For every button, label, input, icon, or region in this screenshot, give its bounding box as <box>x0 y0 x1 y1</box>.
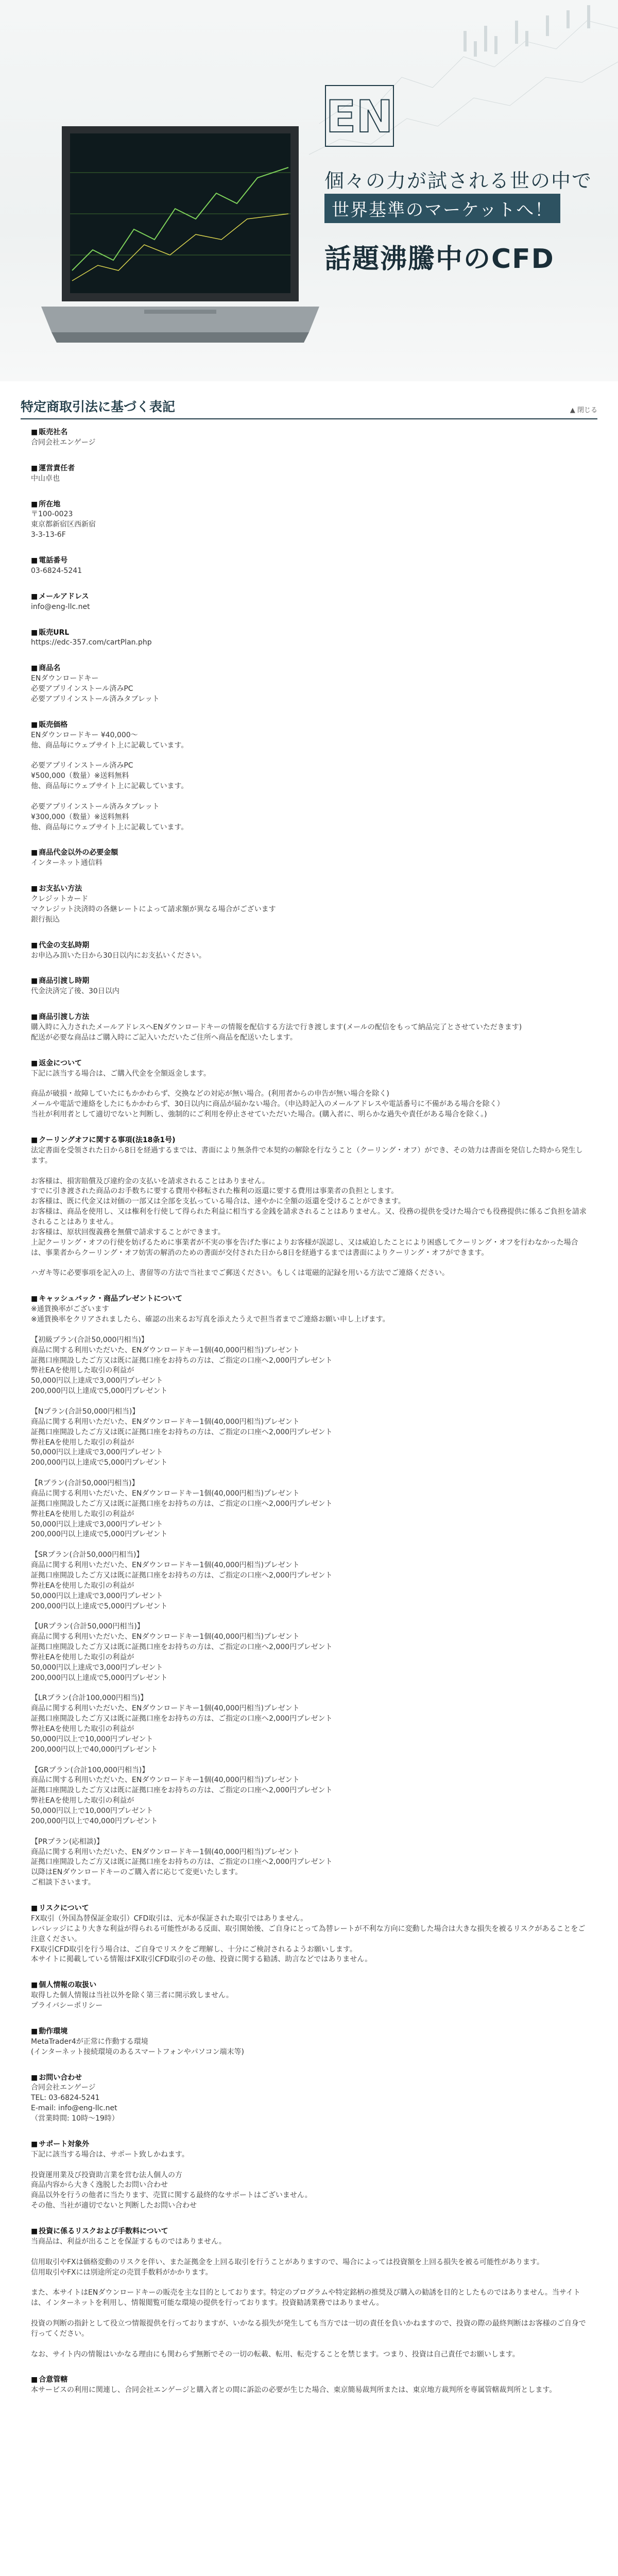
info-heading: ■ 商品名 <box>31 664 587 674</box>
info-heading: ■ 商品引渡し時期 <box>31 976 587 987</box>
info-text: 合同会社エンゲージ TEL: 03-6824-5241 E-mail: info@eng-llc.net （営業時間: 10時〜19時） <box>31 2083 119 2123</box>
info-block <box>31 941 587 961</box>
info-heading: ■ メールアドレス <box>31 592 587 602</box>
info-text: 購入時に入力されたメールアドレスへENダウンロードキーの情報を配信する方法で行き渡します(メールの配信をもって納品完了とさせていただきます) 配送が必要な商品はご購入時にご記入いただいたご住所へ商品を配送いたします。 <box>31 1023 522 1042</box>
info-block <box>31 720 587 833</box>
info-block <box>31 976 587 997</box>
info-text: 法定書面を受領された日から8日を経過するまでは、書面により無条件で本契約の解除を行なうこと（クーリング・オフ）ができ、その効力は書面を発信した時から発生します。 お客様は、損害賠償及び違約金の支払いを請求されることはありません。 すでに引き渡された商品のお手数ちに要する費用や移転された権利の返還に要する費用は事業者の負担とします。 お客様は、既に代金又は対価の一部又は全部を支払っている場合は、速やかに全額の返還を受けることができます。 お客様は、商品を使用し、又は権利を行使して得られた利益に相当する金銭を請求されることはありません。又、役務の提供を受けた場合でも役務提供に係るご負担を請求されることはありません。 お客様は、原状回復義務を無償で請求することができます。 上記クーリング・オフの行使を妨げるために事業者が不実の事を告げた事によりお客様が誤認し、又は威迫したことにより困惑してクーリング・オフを行わなかった場合は、事業者からクーリング・オフ妨害の解消のための書面が交付された日から8日を経過するまでは書面によりクーリング・オフができます。 ハガキ等に必要事項を記入の上、書留等の方法で当社までご郵送ください。もしくは電磁的記録を用いる方法でご連絡ください。 <box>31 1146 587 1278</box>
info-heading: ■ 合意管轄 <box>31 2375 587 2385</box>
info-block <box>31 500 587 541</box>
info-text: FX取引（外国為替保証金取引）CFD取引は、元本が保証された取引ではありません。 レバレッジにより大きな利益が得られる可能性がある反面、取引開始後、ご自身にとって為替レートが不利な方向に変動した場合は大きな損失を被るリスクがあることをご注意ください。 FX取引CFD取引を行う場合は、ご自身でリスクをご理解し、十分にご検討されるようお願いします。 本サイトに掲載している情報はFX取引CFD取引のその他、投資に関する勧誘、助言などではありません。 <box>31 1914 586 1964</box>
info-block <box>31 848 587 869</box>
info-text: 下記に該当する場合は、サポート致しかねます。 投資運用業及び投資助言業を営む法人個人の方 商品内容から大きく逸脱したお問い合わせ 商品以外を行うの他者に当たります、売買に関する最終的なサポートはございません。 その他、当社が適切でないと判断したお問い合わせ <box>31 2150 312 2210</box>
laptop-image <box>41 116 319 368</box>
info-text: 中山卓也 <box>31 474 60 483</box>
info-block <box>31 1059 587 1120</box>
info-heading: ■ 個人情報の取扱い <box>31 1980 587 1991</box>
info-heading: ■ 動作環境 <box>31 2027 587 2037</box>
info-text: ENダウンロードキー 必要アプリインストール済みPC 必要アプリインストール済みタブレット <box>31 674 160 703</box>
info-block <box>31 1136 587 1279</box>
info-text: 〒100-0023 東京都新宿区西新宿 3-3-13-6F <box>31 510 96 539</box>
info-block <box>31 664 587 705</box>
info-block <box>31 628 587 649</box>
info-text: 取得した個人情報は当社以外を除く第三者に開示致しません。 プライバシーポリシー <box>31 1991 233 2010</box>
info-text: 合同会社エンゲージ <box>31 438 96 447</box>
info-text: 代金決済完了後、30日以内 <box>31 987 119 996</box>
info-text: インターネット通信料 <box>31 859 102 868</box>
info-block <box>31 2027 587 2058</box>
info-heading: ■ サポート対象外 <box>31 2140 587 2150</box>
info-heading: ■ 投資に係るリスクおよび手数料について <box>31 2227 587 2237</box>
info-block <box>31 464 587 484</box>
info-block <box>31 1904 587 1965</box>
info-block <box>31 428 587 448</box>
info-block <box>31 556 587 577</box>
info-heading: ■ クーリングオフに関する事項(法18条1号) <box>31 1136 587 1146</box>
info-block <box>31 592 587 613</box>
info-heading: ■ 販売社名 <box>31 428 587 438</box>
info-block <box>31 2073 587 2124</box>
hero-tagline-3: 話題沸騰中のCFD <box>324 244 555 275</box>
info-heading: ■ 返金について <box>31 1059 587 1069</box>
info-heading: ■ 商品代金以外の必要金額 <box>31 848 587 858</box>
hero-tagline-2: 世界基準のマーケットへ！ <box>324 194 560 223</box>
info-text: ENダウンロードキー ¥40,000〜 他、商品毎にウェブサイト上に記載しています。 必要アプリインストール済みPC ¥500,000（数量）※送料無料 他、商品毎にウェブサイト上に記載しています。 必要アプリインストール済みタブレット ¥300,000（数量）※送料無料 他、商品毎にウェブサイト上に記載しています。 <box>31 731 188 832</box>
brand-logo <box>323 82 396 149</box>
info-heading: ■ お支払い方法 <box>31 884 587 894</box>
info-heading: ■ 運営責任者 <box>31 464 587 474</box>
info-heading: ■ お問い合わせ <box>31 2073 587 2083</box>
info-text: 03-6824-5241 <box>31 566 82 575</box>
info-block <box>31 2140 587 2211</box>
info-heading: ■ 商品引渡し方法 <box>31 1012 587 1023</box>
info-text: info@eng-llc.net <box>31 602 90 611</box>
info-text: お申込み頂いた日から30日以内にお支払いください。 <box>31 951 206 960</box>
info-text: クレジットカード マクレジット決済時の各継レートによって請求額が異なる場合がございます 銀行振込 <box>31 895 276 924</box>
hero-tagline-1: 個々の力が試される世の中で <box>324 170 593 192</box>
tokusho-content <box>31 428 587 2411</box>
brand-logo-text: EN <box>325 91 393 143</box>
info-heading: ■ キャッシュバック・商品プレゼントについて <box>31 1294 587 1304</box>
info-block <box>31 1294 587 1888</box>
info-text: 当商品は、利益が出ることを保証するものではありません。 信用取引やFXは価格変動のリスクを伴い、また証拠金を上回る取引を行うことがありますので、場合によっては投資額を上回る損失を被る可能性があります。 信用取引やFXには別途所定の売買手数料がかかります。 また、本サイトはENダウンロードキーの販売を主な目的としております。特定のプログラムや特定銘柄の推奨及び購入の勧誘を目的としたものではありません。当サイトは、インターネットを利用し、情報閲覧可能な環境の提供を行っております。投資勧誘業務ではありません。 投資の判断の指針として役立つ情報提供を行っておりますが、いかなる損失が発生しても当方では一切の責任を負いかねますので、投資の際の最終判断はお客様のご自身で行ってください。 なお、サイト内の情報はいかなる理由にも関わらず無断でその一切の転載、転用、転売することを禁じます。つまり、投資は自己責任でお願いします。 <box>31 2237 586 2359</box>
info-heading: ■ 販売URL <box>31 628 587 638</box>
info-block <box>31 884 587 925</box>
close-toggle-button[interactable]: ▲ 閉じる <box>570 406 597 414</box>
info-text: MetaTrader4が正常に作動する環境 (インターネット接続環境のあるスマートフォンやパソコン端末等) <box>31 2037 244 2056</box>
info-heading: ■ 所在地 <box>31 500 587 510</box>
info-block <box>31 1980 587 2011</box>
info-text: ※通貨換率がございます ※通貨換率をクリアされましたら、確認の出来るお写真を添えたうえで担当者までご連絡お願い申し上げます。 【初級プラン(合計50,000円相当)】 商品に関する利用いただいた、ENダウンロードキー1個(40,000円相当)プレゼント 証拠口座開設したご方又は既に証拠口座をお持ちの方は、ご指定の口座へ2,000円プレゼント 弊社EAを使用した取引の利益が 50,000円以上達成で3,000円プレゼント 200,000円以上達成で5,000円プレゼント 【Nプラン(合計50,000円相当)】 商品に関する利用いただいた、ENダウンロードキー1個(40,000円相当)プレゼント 証拠口座開設したご方又は既に証拠口座をお持ちの方は、ご指定の口座へ2,000円プレゼント 弊社EAを使用した取引の利益が 50,000円以上達成で3,000円プレゼント 200,000円以上達成で5,000円プレゼント 【Rプラン(合計50,000円相当)】 商品に関する利用いただいた、ENダウンロードキー1個(40,000円相当)プレゼント 証拠口座開設したご方又は既に証拠口座をお持ちの方は、ご指定の口座へ2,000円プレゼント 弊社EAを使用した取引の利益が 50,000円以上達成で3,000円プレゼント 200,000円以上達成で5,000円プレゼント 【SRプラン(合計50,000円相当)】 商品に関する利用いただいた、ENダウンロードキー1個(40,000円相当)プレゼント 証拠口座開設したご方又は既に証拠口座をお持ちの方は、ご指定の口座へ2,000円プレゼント 弊社EAを使用した取引の利益が 50,000円以上達成で3,000円プレゼント 200,000円以上達成で5,000円プレゼント 【URプラン(合計50,000円相当)】 商品に関する利用いただいた、ENダウンロードキー1個(40,000円相当)プレゼント 証拠口座開設したご方又は既に証拠口座をお持ちの方は、ご指定の口座へ2,000円プレゼント 弊社EAを使用した取引の利益が 50,000円以上達成で3,000円プレゼント 200,000円以上達成で5,000円プレゼント 【LRプラン(合計100,000円相当)】 商品に関する利用いただいた、ENダウンロードキー1個(40,000円相当)プレゼント 証拠口座開設したご方又は既に証拠口座をお持ちの方は、ご指定の口座へ2,000円プレゼント 弊社EAを使用した取引の利益が 50,000円以上で10,000円プレゼント 200,000円以上で40,000円プレゼント 【GRプラン(合計100,000円相当)】 商品に関する利用いただいた、ENダウンロードキー1個(40,000円相当)プレゼント 証拠口座開設したご方又は既に証拠口座をお持ちの方は、ご指定の口座へ2,000円プレゼント 弊社EAを使用した取引の利益が 50,000円以上で10,000円プレゼント 200,000円以上で40,000円プレゼント 【PRプラン(応相談)】 商品に関する利用いただいた、ENダウンロードキー1個(40,000円相当)プレゼント 証拠口座開設したご方又は既に証拠口座をお持ちの方は、ご指定の口座へ2,000円プレゼント 以降はENダウンロードキーのご購入者に応じて変更いたします。 ご相談下さいます。 <box>31 1305 390 1887</box>
info-text: 下記に該当する場合は、ご購入代金を全額返金します。 商品が破損・故障していたにもかかわらず、交換などの対応が無い場合。(利用者からの申告が無い場合を除く) メールや電話で連絡をしたにもかかわらず、30日以内に商品が届かない場合。（申込時記入のメールアドレスや電話番号に不備がある場合を除く） 当社が利用者として適切でないと判断し、強制的にご利用を停止させていただいた場合。(購入者に、明らかな過失や責任がある場合を除く。) <box>31 1069 504 1119</box>
hero-banner <box>0 0 618 381</box>
section-header-tokusho <box>21 397 597 419</box>
info-heading: ■ 代金の支払時期 <box>31 941 587 951</box>
section-title: 特定商取引法に基づく表記 <box>21 399 176 414</box>
info-text: 本サービスの利用に関連し、合同会社エンゲージと購入者との間に訴訟の必要が生じた場合、東京簡易裁判所または、東京地方裁判所を専属管轄裁判所とします。 <box>31 2386 557 2395</box>
info-text: https://edc-357.com/cartPlan.php <box>31 638 152 647</box>
info-block <box>31 2227 587 2360</box>
info-block <box>31 1012 587 1043</box>
info-heading: ■ 販売価格 <box>31 720 587 731</box>
info-heading: ■ 電話番号 <box>31 556 587 566</box>
info-heading: ■ リスクについて <box>31 1904 587 1914</box>
info-block <box>31 2375 587 2396</box>
